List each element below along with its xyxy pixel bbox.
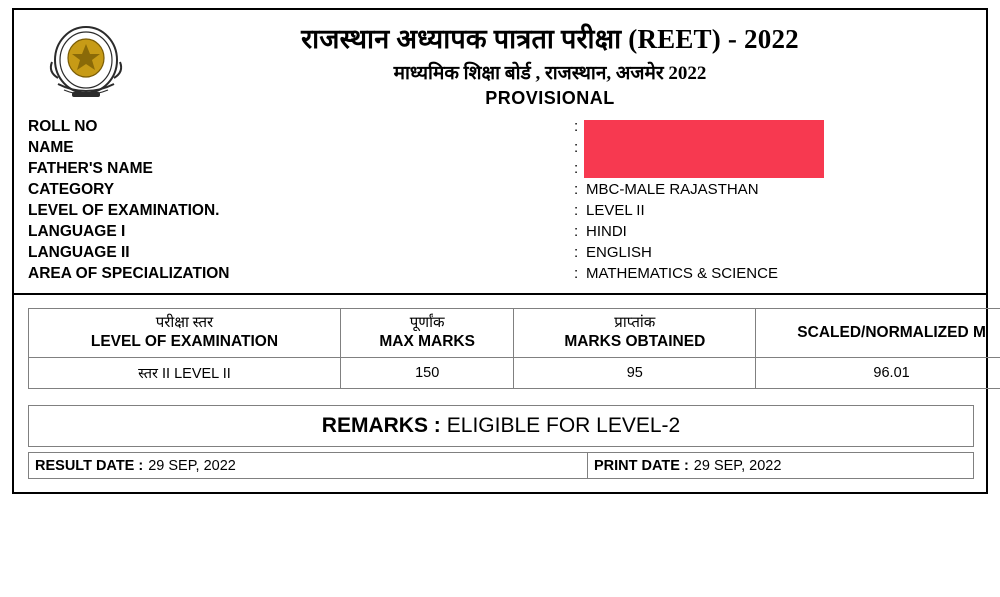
marks-cell-obtained: 95 (514, 358, 756, 389)
marks-header-max-hi: पूर्णांक (409, 314, 445, 331)
marks-table-wrapper (28, 308, 1000, 389)
label-area-of-specialization: AREA OF SPECIALIZATION (28, 265, 230, 282)
result-date-value: 29 SEP, 2022 (148, 457, 236, 474)
colon-roll-no: : (574, 118, 579, 135)
marks-table (28, 308, 1000, 389)
marks-cell-level: स्तर II LEVEL II (29, 358, 341, 389)
redaction-overlay (584, 120, 824, 178)
table-row (29, 358, 1000, 389)
detail-row-language-1 (14, 221, 986, 242)
marks-header-scaled (756, 309, 1000, 358)
remarks-value: ELIGIBLE FOR LEVEL-2 (446, 414, 681, 437)
detail-row-category (14, 179, 986, 200)
document-header (14, 10, 986, 109)
exam-title: राजस्थान अध्यापक पात्रता परीक्षा (REET) - 2022 (301, 24, 799, 54)
label-category: CATEGORY (28, 181, 115, 198)
provisional-label: PROVISIONAL (485, 88, 615, 109)
detail-row-fathers-name (14, 158, 986, 179)
value-area-of-specialization: MATHEMATICS & SCIENCE (586, 265, 778, 282)
detail-row-name (14, 137, 986, 158)
marks-header-level (29, 309, 341, 358)
result-date-cell (28, 452, 588, 479)
marks-cell-max: 150 (340, 358, 514, 389)
marks-header-obtained-hi: प्राप्तांक (614, 314, 656, 331)
candidate-details (14, 116, 986, 296)
provisional-scorecard (12, 8, 988, 494)
marks-header-obtained-en: MARKS OBTAINED (564, 333, 706, 351)
colon-name: : (574, 139, 579, 156)
section-divider (14, 293, 986, 295)
detail-row-area-of-specialization (14, 263, 986, 284)
remarks-label: REMARKS : (321, 414, 441, 437)
colon-level-of-examination: : (574, 202, 579, 219)
value-category: MBC-MALE RAJASTHAN (586, 181, 759, 198)
label-roll-no: ROLL NO (28, 118, 98, 135)
marks-cell-scaled: 96.01 (756, 358, 1000, 389)
remarks-box (28, 405, 974, 447)
board-title: माध्यमिक शिक्षा बोर्ड , राजस्थान, अजमेर 2022 (393, 63, 707, 85)
marks-header-max-en: MAX MARKS (379, 333, 475, 351)
print-date-cell (588, 452, 974, 479)
colon-language-1: : (574, 223, 579, 240)
value-language-1: HINDI (586, 223, 627, 240)
value-language-2: ENGLISH (586, 244, 652, 261)
header-title-block (134, 24, 966, 109)
value-level-of-examination: LEVEL II (586, 202, 645, 219)
colon-category: : (574, 181, 579, 198)
print-date-value: 29 SEP, 2022 (693, 457, 782, 474)
marks-header-level-en: LEVEL OF EXAMINATION (90, 333, 279, 351)
colon-fathers-name: : (574, 160, 579, 177)
print-date-label: PRINT DATE : (594, 457, 689, 474)
marks-header-scaled-en: SCALED/NORMALIZED M (797, 323, 986, 341)
detail-row-language-2 (14, 242, 986, 263)
result-date-label: RESULT DATE : (35, 457, 144, 474)
label-name: NAME (28, 139, 74, 156)
marks-header-obtained (514, 309, 756, 358)
label-level-of-examination: LEVEL OF EXAMINATION. (28, 202, 220, 219)
marks-header-max (340, 309, 514, 358)
detail-row-roll-no (14, 116, 986, 137)
dates-row (28, 452, 974, 479)
detail-row-level-of-examination (14, 200, 986, 221)
colon-language-2: : (574, 244, 579, 261)
marks-table-header-row (29, 309, 1000, 358)
rajasthan-board-emblem-icon (42, 22, 130, 102)
marks-header-level-hi: परीक्षा स्तर (155, 314, 214, 331)
label-language-2: LANGUAGE II (28, 244, 130, 261)
label-fathers-name: FATHER'S NAME (28, 160, 153, 177)
colon-area-of-specialization: : (574, 265, 579, 282)
label-language-1: LANGUAGE I (28, 223, 126, 240)
